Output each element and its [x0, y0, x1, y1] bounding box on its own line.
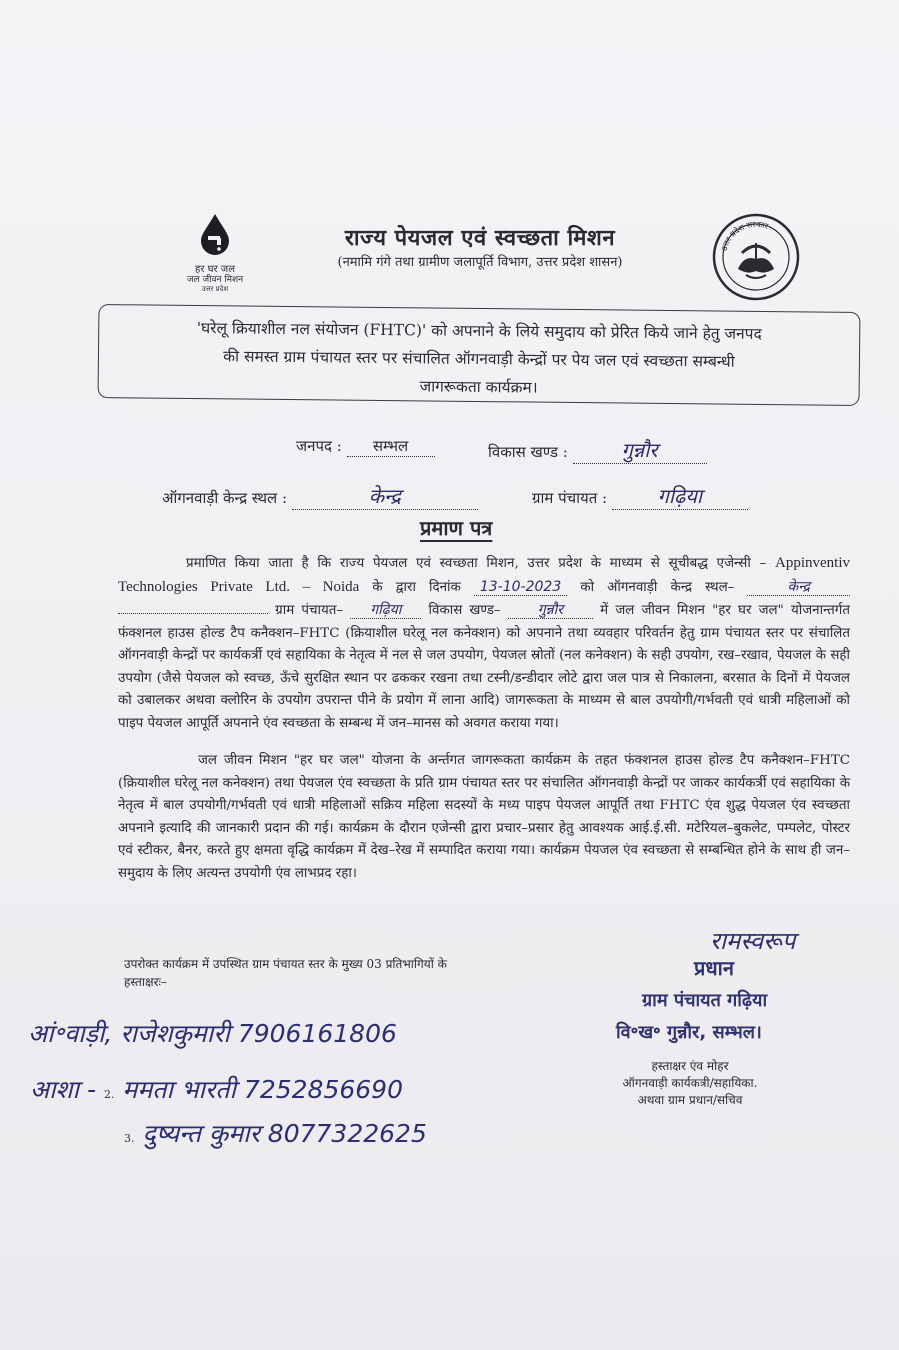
stamp-caption-1: हस्ताक्षर एंव मोहर	[651, 1059, 729, 1073]
centre-field	[162, 482, 478, 510]
district-value: सम्भल	[372, 437, 409, 455]
block-value: गुन्नौर	[621, 438, 658, 462]
centre-value: केन्द्र	[368, 484, 401, 508]
p1-block: गुन्नौर	[508, 602, 593, 619]
certificate-title: प्रमाण पत्र	[420, 516, 493, 540]
water-drop-icon	[197, 212, 233, 256]
logo-line-3: उत्तर प्रदेश	[201, 285, 229, 293]
up-government-seal-icon	[712, 213, 800, 301]
block-label: विकास खण्ड :	[488, 443, 568, 461]
district-field	[296, 436, 435, 457]
page-subtitle: (नमामि गंगे तथा ग्रामीण जलापूर्ति विभाग, उत्तर प्रदेश शासन)	[337, 255, 623, 270]
banner-line-1: 'घरेलू क्रियाशील नल संयोजन (FHTC)' को अपनाने के लिये समुदाय को प्रेरित किये जाने हेतु जनपद	[196, 319, 762, 343]
participants-intro-line-1: उपरोक्त कार्यक्रम में उपस्थित ग्राम पंचायत स्तर के मुख्य 03 प्रतिभागियों के	[124, 957, 447, 971]
centre-label: ऑगनवाड़ी केन्द्र स्थल :	[162, 489, 288, 507]
stamp-caption-3: अथवा ग्राम प्रधान/सचिव	[637, 1093, 743, 1107]
banner-line-2: की समस्त ग्राम पंचायत स्तर पर संचालित ऑगनवाड़ी केन्द्रों पर पेय जल एवं स्वच्छता सम्बन्धी	[223, 347, 735, 371]
participant-signature-3	[124, 1116, 427, 1150]
panchayat-field	[532, 482, 748, 510]
pradhan-role: प्रधान	[694, 956, 734, 980]
jal-jeevan-mission-logo	[160, 212, 270, 293]
certificate-paragraph-2: जल जीवन मिशन "हर घर जल" योजना के अर्न्तगत जागरूकता कार्यक्रम के तहत फंक्शनल हाउस होल्ड टैप कनैक्शन–FHTC (क्रियाशील घरेलू नल कनेक्शन) तथा पेयजल एंव स्वच्छता के प्रति ग्राम पंचायत स्तर पर संचालित ऑगनवाड़ी केन्द्रों पर जाकर कार्यकर्त्री एवं सहायिका के नेतृत्व में बाल उपयोगी/गर्भवती एवं धात्री महिलाओं सक्रिय महिला सदस्यों के मध्य पाइप पेयजल आपूर्ति तथा FHTC एंव शुद्ध पेयजल एंव स्वच्छता अपनाने इत्यादि की जानकारी प्रदान की गई। कार्यक्रम के दौरान एजेन्सी द्वारा प्रचार–प्रसार हेतु आवश्यक आई.ई.सी. मटेरियल–बुकलेट, पम्पलेट, पोस्टर एवं स्टीकर, बैनर, करते हुए क्षमता वृद्धि कार्यक्रम में देख–रेख में सम्पादित कराया गया। कार्यक्रम पेयजल एंव स्वच्छता से सम्बन्धित होने के साथ ही जन–समुदाय के लिए अत्यन्त उपयोगी एंव लाभप्रद रहा।	[118, 753, 850, 881]
panchayat-label: ग्राम पंचायत :	[532, 489, 608, 507]
signature-2-number: 2.	[103, 1088, 115, 1101]
seal-text: उत्तर प्रदेश सरकार	[719, 219, 770, 252]
signature-3-number: 3.	[124, 1132, 135, 1145]
participant-signature-2	[30, 1072, 403, 1106]
block-field	[488, 436, 707, 464]
stamp-line-1: ग्राम पंचायत गढ़िया	[642, 990, 768, 1011]
signature-2-text: ममता भारती 7252856690	[122, 1075, 403, 1104]
banner-line-3: जागरूकता कार्यक्रम।	[419, 377, 538, 397]
p1-text-f: में जल जीवन मिशन "हर घर जल" योजनान्तर्गत फंक्शनल हाउस होल्ड टैप कनैक्शन–FHTC (क्रियाशील घरेलू नल कनेक्शन) को अपनाने तथा व्यवहार परिवर्तन हेतु ग्राम पंचायत स्तर पर संचालित ऑगनवाड़ी केन्द्रों पर कार्यकर्त्री एवं सहायिका के नेतृत्व में नल से जल उपयोग, पेयजल स्रोतों (नल कनेक्शन) के सही उपयोग, रख–रखाव, पेयजल के सही उपयोग (जैसे पेयजल को स्वच्छ, ऊँचे सुरक्षित स्थान पर ढककर रखना तथा टस्नी/डन्डीदार लोटे द्वारा जल पात्र से निकालना, बरसात के दिनों में पेयजल को उबालकर अथवा क्लोरिन के उपयोग उपरान्त पीने के प्रयोग में लाना आदि) जागरूकता के माध्यम से बाल उपयोगी/गर्भवती एवं धात्री महिलाओं को पाइप पेयजल आपूर्ति अपनाने एंव स्वच्छता के सम्बन्ध में जन–मानस को अवगत कराया गया।	[118, 603, 850, 731]
participant-signature-1: आं॰वाड़ी, राजेशकुमारी 7906161806	[28, 1019, 397, 1048]
pradhan-signature: रामस्वरूप	[710, 927, 796, 955]
stamp-caption-2: ऑगनवाड़ी कार्यकत्री/सहायिका.	[622, 1076, 758, 1090]
p1-text-b: के द्वारा दिनांक	[372, 579, 461, 595]
p1-text-a: प्रमाणित किया जाता है कि राज्य पेयजल एवं स्वच्छता मिशन, उत्तर प्रदेश के माध्यम से सूचीबद्ध एजेन्सी –	[186, 556, 767, 571]
p1-text-d: ग्राम पंचायत–	[275, 603, 344, 618]
logo-line-1: हर घर जल	[195, 264, 235, 275]
p1-centre: केन्द्र	[747, 579, 850, 596]
panchayat-value: गढ़िया	[657, 484, 703, 508]
signature-3-text: दुष्यन्त कुमार 8077322625	[142, 1119, 427, 1148]
district-label: जनपद :	[296, 437, 342, 455]
p1-text-c: को ऑगनवाड़ी केन्द्र स्थल–	[580, 579, 735, 595]
p1-panchayat: गढ़िया	[350, 602, 421, 619]
p1-text-e: विकास खण्ड–	[428, 603, 501, 618]
certificate-paragraph-1	[118, 552, 850, 735]
program-date: 13-10-2023	[474, 579, 567, 596]
participants-intro-line-2: हस्ताक्षरः–	[124, 975, 167, 989]
logo-line-2: जल जीवन मिशन	[186, 275, 244, 285]
participants-intro	[124, 955, 544, 991]
asha-label: आशा -	[30, 1075, 96, 1104]
agency-name: Appinventiv Technologies Private Ltd. – Noida	[118, 555, 850, 595]
page-title: राज्य पेयजल एवं स्वच्छता मिशन	[344, 225, 616, 251]
program-banner	[98, 304, 861, 406]
stamp-line-2: वि॰ख॰ गुन्नौर, सम्भल।	[616, 1022, 762, 1043]
